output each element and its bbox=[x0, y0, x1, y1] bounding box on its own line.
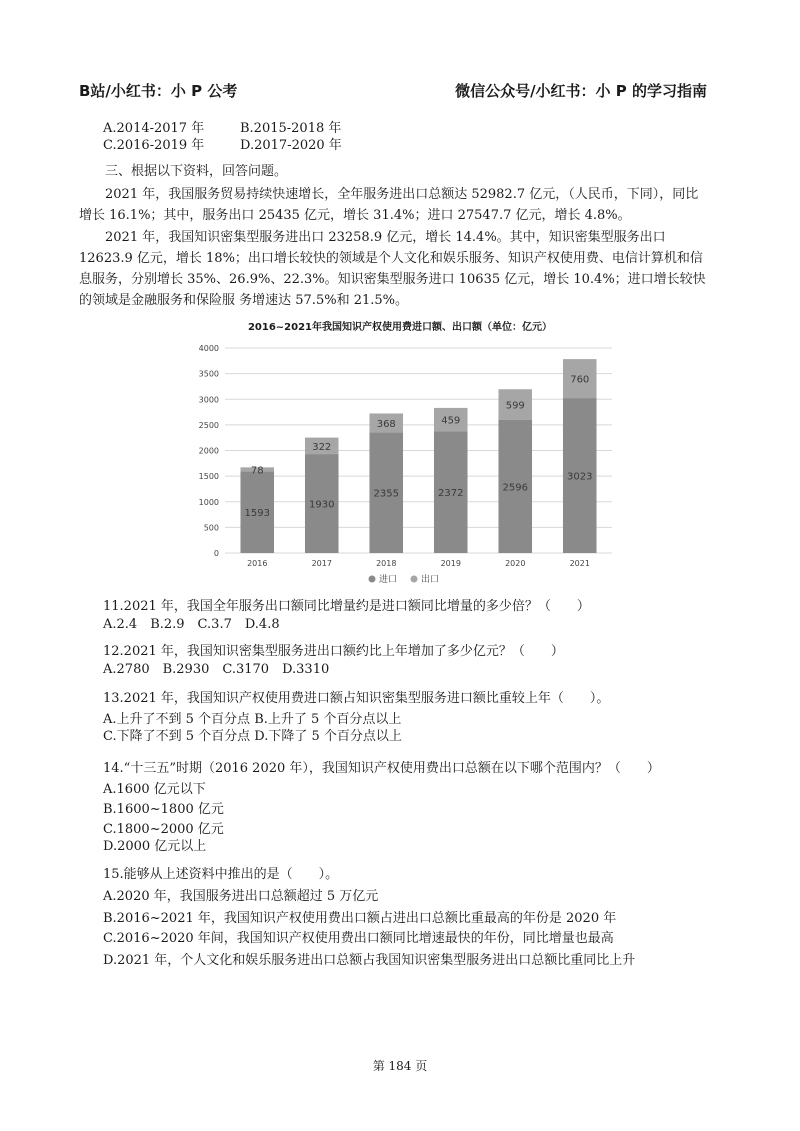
chart-title: 2016~2021年我国知识产权使用费进口额、出口额（单位：亿元） bbox=[247, 322, 553, 333]
data-label: 1593 bbox=[244, 508, 270, 520]
y-tick-label: 1000 bbox=[198, 497, 219, 507]
legend-label: 进口 bbox=[379, 575, 398, 585]
y-tick-label: 0 bbox=[213, 549, 219, 558]
question-15-option-a: A.2020 年，我国服务进出口总额超过 5 万亿元 bbox=[103, 889, 379, 904]
paragraph-1: 2021 年，我国服务贸易持续快速增长，全年服务进出口总额达 52982.7 亿元，（人民币，下同），同比增长 16.1%；其中，服务出口 25435 亿元，增长 31.4%；进口 27547.7 亿元，增长 4.8%。 bbox=[79, 187, 699, 223]
x-tick-label: 2018 bbox=[376, 559, 397, 568]
question-14-option-d: D.2000 亿元以上 bbox=[103, 839, 207, 854]
question-12-stem: 12.2021 年，我国知识密集型服务进出口额约比上年增加了多少亿元？（ ） bbox=[103, 644, 564, 659]
prev-option-c: C.2016-2019 年 bbox=[103, 138, 205, 153]
question-13-options-line1: A.上升了不到 5 个百分点 B.上升了 5 个百分点以上 bbox=[103, 712, 402, 727]
data-label: 368 bbox=[376, 418, 396, 430]
y-tick-label: 4000 bbox=[198, 344, 219, 353]
prev-option-d: D.2017-2020 年 bbox=[240, 138, 342, 153]
y-tick-label: 500 bbox=[203, 523, 219, 533]
y-tick-label: 2000 bbox=[198, 446, 219, 456]
question-14-option-c: C.1800~2000 亿元 bbox=[103, 822, 224, 837]
data-label: 2372 bbox=[438, 488, 464, 500]
data-label: 760 bbox=[570, 374, 590, 386]
prev-option-a: A.2014-2017 年 bbox=[103, 121, 205, 136]
header-left: B站/小红书：小 P 公考 bbox=[79, 82, 238, 100]
legend-marker bbox=[369, 576, 376, 583]
data-label: 322 bbox=[312, 441, 332, 453]
data-label: 599 bbox=[505, 400, 525, 412]
page-footer: 第 184 页 bbox=[372, 1059, 428, 1073]
question-13-options-line2: C.下降了不到 5 个百分点 D.下降了 5 个百分点以上 bbox=[103, 729, 402, 744]
x-tick-label: 2017 bbox=[311, 559, 332, 568]
data-label: 459 bbox=[441, 415, 461, 427]
legend-marker bbox=[411, 576, 418, 583]
question-14-stem: 14.“十三五”时期（2016 2020 年），我国知识产权使用费出口总额在以下哪个范围内？（ ） bbox=[103, 761, 660, 776]
x-tick-label: 2019 bbox=[440, 559, 461, 568]
data-label: 3023 bbox=[567, 471, 593, 483]
legend-label: 出口 bbox=[421, 575, 440, 585]
question-14-option-a: A.1600 亿元以下 bbox=[103, 782, 206, 797]
prev-option-b: B.2015-2018 年 bbox=[240, 121, 342, 136]
section-title: 三、根据以下资料，回答问题。 bbox=[105, 164, 288, 179]
y-tick-label: 3000 bbox=[198, 395, 219, 405]
paragraph-2: 2021 年，我国知识密集型服务进出口 23258.9 亿元，增长 14.4%。其中，知识密集型服务出口 12623.9 亿元，增长 18%；出口增长较快的领域是个人文化和娱乐服务、知识产权使用费、电信计算机和信息服务，分别增长 35%、26.9%、22.3%。知识密集型服务进口 10635 亿元，增长 10.4%；进口增长较快的领域是金融服务和保险服 务增速达 57.5%和 21.5%。 bbox=[79, 230, 706, 308]
question-13-stem: 13.2021 年，我国知识产权使用费进口额占知识密集型服务进口额比重较上年（ ）。 bbox=[103, 691, 610, 706]
header-right: 微信公众号/小红书：小 P 的学习指南 bbox=[455, 82, 707, 100]
y-tick-label: 2500 bbox=[198, 420, 219, 430]
y-tick-label: 1500 bbox=[198, 472, 219, 482]
x-tick-label: 2021 bbox=[569, 559, 590, 568]
x-tick-label: 2016 bbox=[247, 559, 268, 568]
question-15-stem: 15.能够从上述资料中推出的是（ ）。 bbox=[103, 867, 339, 882]
data-label: 1930 bbox=[309, 499, 335, 511]
question-15-option-d: D.2021 年，个人文化和娱乐服务进出口总额占我国知识密集型服务进出口总额比重同比上升 bbox=[103, 953, 636, 968]
y-tick-label: 3500 bbox=[198, 369, 219, 379]
x-tick-label: 2020 bbox=[505, 559, 526, 568]
bar-chart bbox=[0, 336, 800, 596]
data-label: 2596 bbox=[502, 482, 528, 494]
data-label: 78 bbox=[250, 465, 264, 477]
question-12-options: A.2780 B.2930 C.3170 D.3310 bbox=[103, 662, 330, 677]
question-15-option-c: C.2016~2020 年间，我国知识产权使用费出口额同比增速最快的年份，同比增量也最高 bbox=[103, 931, 614, 946]
question-15-option-b: B.2016~2021 年，我国知识产权使用费出口额占进出口总额比重最高的年份是 2020 年 bbox=[103, 911, 617, 926]
question-11-stem: 11.2021 年，我国全年服务出口额同比增量约是进口额同比增量的多少倍？（ ） bbox=[103, 599, 590, 614]
question-14-option-b: B.1600~1800 亿元 bbox=[103, 802, 224, 817]
data-label: 2355 bbox=[373, 488, 399, 500]
question-11-options: A.2.4 B.2.9 C.3.7 D.4.8 bbox=[103, 617, 280, 632]
